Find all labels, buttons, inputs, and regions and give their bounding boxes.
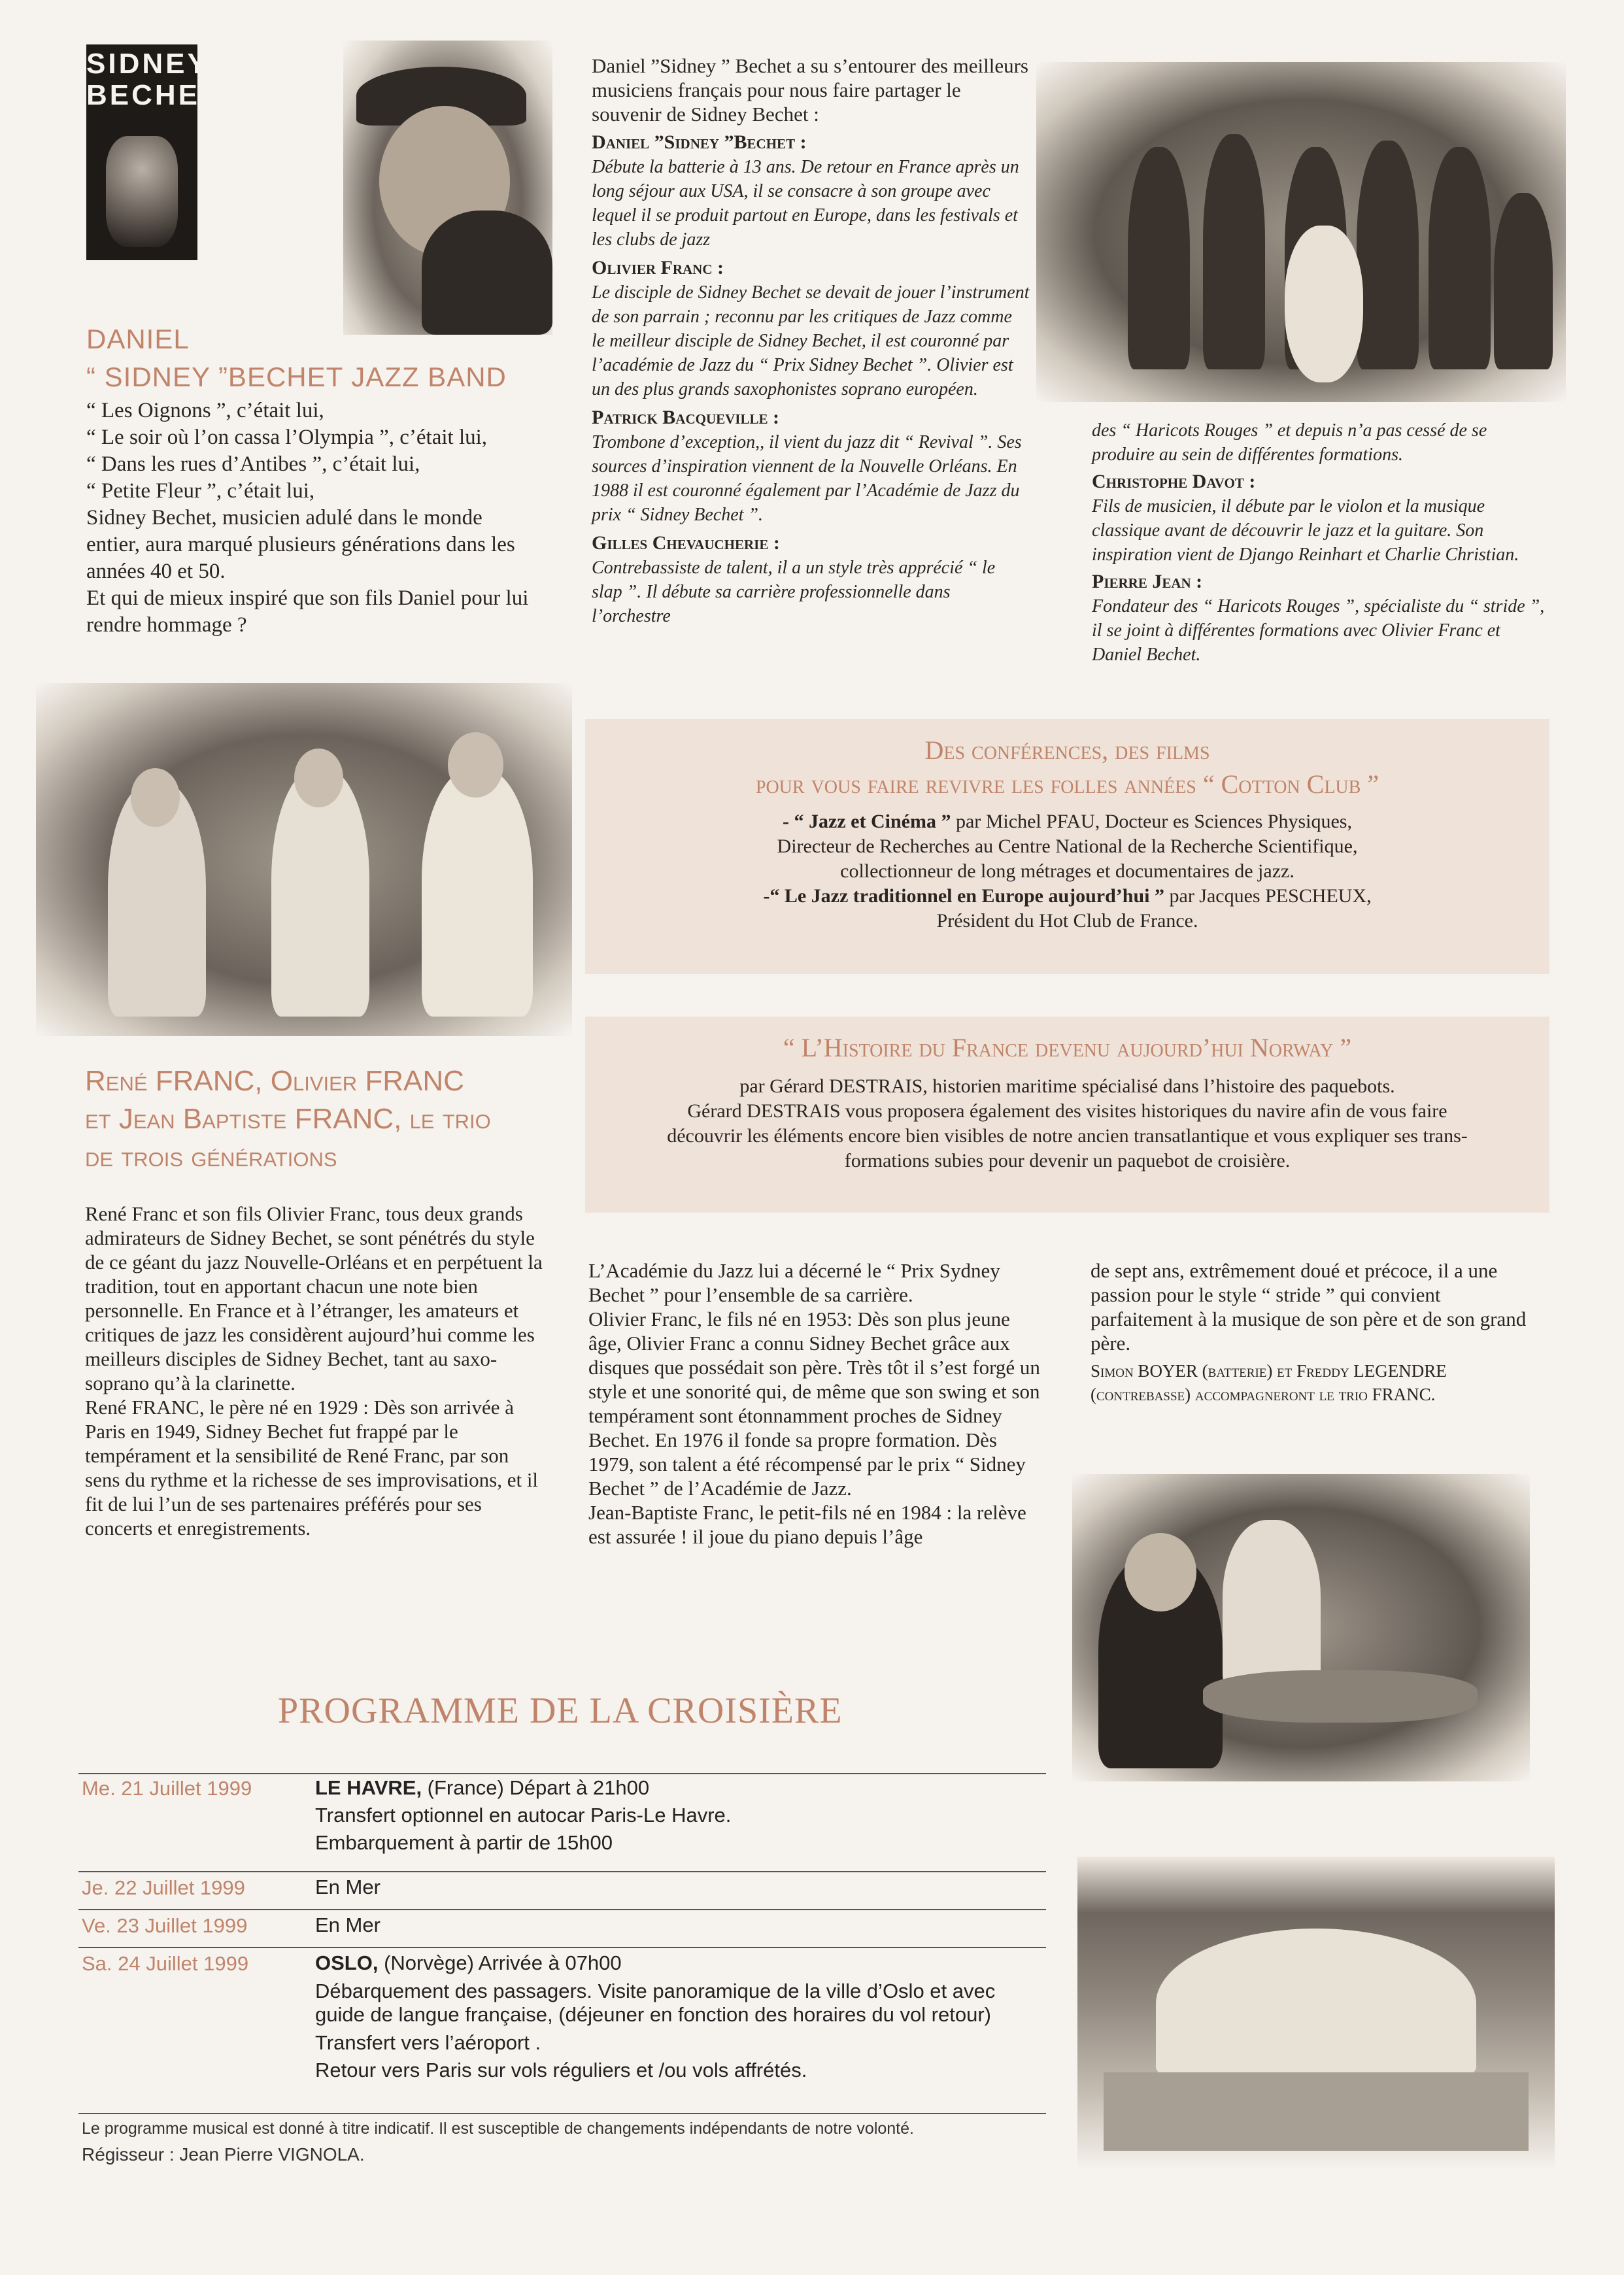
musician-name: Patrick Bacqueville : bbox=[592, 407, 779, 428]
musician-desc: Débute la batterie à 13 ans. De retour en France après un long séjour aux USA, il se consacre à son groupe avec lequel il se produit partout en Europe, dans les festivals et les clubs de jazz bbox=[592, 157, 1019, 250]
musician-desc-continued: des “ Haricots Rouges ” et depuis n’a pas cessé de se produire au sein de différentes formations. bbox=[1092, 420, 1487, 465]
daniel-heading bbox=[86, 320, 557, 396]
musician-desc: Contrebassiste de talent, il a un style très apprécié “ le slap ”. Il débute sa carrière professionnelle dans l’orchestre bbox=[592, 558, 996, 626]
musicians-right-column bbox=[1092, 418, 1549, 667]
daniel-heading-line1: DANIEL bbox=[86, 324, 190, 354]
conference-line: Président du Hot Club de France. bbox=[936, 910, 1198, 932]
musicians-intro: Daniel ”Sidney ” Bechet a su s’entourer des meilleurs musiciens français pour nous faire partager le souvenir de Sidney Bechet : bbox=[592, 54, 1028, 126]
programme-date: Sa. 24 Juillet 1999 bbox=[82, 1952, 249, 1975]
daniel-line: Et qui de mieux inspiré que son fils Daniel pour lui rendre hommage ? bbox=[86, 586, 529, 637]
daniel-line: “ Les Oignons ”, c’était lui, bbox=[86, 399, 324, 422]
ship-deck-photo bbox=[1077, 1857, 1555, 2170]
programme-place: OSLO, bbox=[315, 1951, 379, 1974]
conference-title-bold: - “ Jazz et Cinéma ” bbox=[783, 811, 951, 832]
musician-name: Daniel ”Sidney ”Bechet : bbox=[592, 131, 807, 153]
histoire-title: “ L’Histoire du France devenu aujourd’hui Norway ” bbox=[783, 1033, 1352, 1062]
programme-detail bbox=[315, 1774, 731, 1857]
franc-col2 bbox=[588, 1258, 1046, 1549]
conferences-box bbox=[585, 719, 1549, 974]
franc-col3 bbox=[1091, 1258, 1542, 1406]
programme-date: Me. 21 Juillet 1999 bbox=[82, 1777, 252, 1800]
casino-photo bbox=[1072, 1474, 1530, 1781]
daniel-line: “ Le soir où l’on cassa l’Olympia ”, c’était lui, bbox=[86, 426, 488, 449]
franc-paragraph: L’Académie du Jazz lui a décerné le “ Prix Sydney Bechet ” pour l’ensemble de sa carrière. bbox=[588, 1259, 1000, 1306]
daniel-heading-line2: “ SIDNEY ”BECHET JAZZ BAND bbox=[86, 362, 507, 392]
programme-line: Embarquement à partir de 15h00 bbox=[315, 1831, 613, 1854]
programme-place: LE HAVRE, bbox=[315, 1776, 422, 1799]
conferences-title-line1: Des conférences, des films bbox=[924, 735, 1210, 765]
conference-line: collectionneur de long métrages et documentaires de jazz. bbox=[840, 860, 1294, 882]
programme-divider bbox=[78, 1871, 1046, 1872]
daniel-line: Sidney Bechet, musicien adulé dans le monde entier, aura marqué plusieurs générations dans les années 40 et 50. bbox=[86, 506, 515, 583]
franc-trio-photo bbox=[36, 683, 572, 1036]
daniel-bechet-photo bbox=[343, 41, 552, 335]
franc-paragraph: René Franc et son fils Olivier Franc, tous deux grands admirateurs de Sidney Bechet, se sont pénétrés du style de ce géant du jazz Nouvelle-Orléans et en perpétuent la tradition, tout en apportant chacun une note bien personnelle. En France et à l’étranger, les amateurs et critiques de jazz les considèrent aujourd’hui comme les meilleurs disciples de Sidney Bechet, tant au saxo-soprano qu’à la clarinette. bbox=[85, 1202, 543, 1394]
programme-rest: (France) Départ à 21h00 bbox=[422, 1776, 650, 1799]
programme-date: Ve. 23 Juillet 1999 bbox=[82, 1914, 248, 1937]
franc-paragraph: René FRANC, le père né en 1929 : Dès son arrivée à Paris en 1949, Sidney Bechet fut frappé par le tempérament et la sensibilité de René Franc, par son sens du rythme et la richesse de ses improvisations, et il fit de lui l’un de ses partenaires préférés pour ses concerts et enregistrements. bbox=[85, 1396, 539, 1540]
programme-regisseur: Régisseur : Jean Pierre VIGNOLA. bbox=[82, 2144, 365, 2165]
histoire-line: découvrir les éléments encore bien visibles de notre ancien transatlantique et vous expliquer ses trans- bbox=[667, 1125, 1468, 1147]
conference-title-bold: -“ Le Jazz traditionnel en Europe aujourd’hui ” bbox=[763, 885, 1164, 907]
histoire-line: par Gérard DESTRAIS, historien maritime spécialisé dans l’histoire des paquebots. bbox=[739, 1075, 1395, 1097]
histoire-line: formations subies pour devenir un paquebot de croisière. bbox=[844, 1150, 1291, 1171]
musician-name: Pierre Jean : bbox=[1092, 571, 1203, 592]
programme-rest: (Norvège) Arrivée à 07h00 bbox=[378, 1951, 622, 1974]
programme-note: Le programme musical est donné à titre indicatif. Il est susceptible de changements indépendants de notre volonté. bbox=[82, 2119, 914, 2138]
musician-name: Olivier Franc : bbox=[592, 257, 724, 278]
musician-desc: Fondateur des “ Haricots Rouges ”, spécialiste du “ stride ”, il se joint à différentes formations avec Olivier Franc et Daniel Bechet. bbox=[1092, 596, 1545, 665]
programme-line: Retour vers Paris sur vols réguliers et /ou vols affrétés. bbox=[315, 2059, 807, 2081]
conferences-title-line2: pour vous faire revivre les folles années “ Cotton Club ” bbox=[755, 769, 1379, 799]
programme-detail bbox=[315, 1874, 381, 1901]
franc-heading-line3: de trois générations bbox=[85, 1141, 337, 1173]
programme-line: Débarquement des passagers. Visite panoramique de la ville d’Oslo et avec guide de langue française, (déjeuner en fonction des horaires du vol retour) bbox=[315, 1980, 996, 2026]
franc-heading-line2: et Jean Baptiste FRANC, le trio bbox=[85, 1103, 491, 1135]
programme-line: Transfert vers l’aéroport . bbox=[315, 2031, 541, 2054]
daniel-line: “ Petite Fleur ”, c’était lui, bbox=[86, 479, 315, 503]
franc-accompaniment: Simon BOYER (batterie) et Freddy LEGENDRE (contrebasse) accompagneront le trio FRANC. bbox=[1091, 1361, 1447, 1404]
musician-name: Gilles Chevaucherie : bbox=[592, 532, 780, 554]
logo-line1: SIDNEY bbox=[86, 48, 209, 80]
programme-date: Je. 22 Juillet 1999 bbox=[82, 1876, 245, 1899]
programme-rest: En Mer bbox=[315, 1876, 381, 1898]
musician-desc: Trombone d’exception,, il vient du jazz dit “ Revival ”. Ses sources d’inspiration viennent de la Nouvelle Orléans. En 1988 il est couronné également par l’Académie de Jazz du prix “ Sidney Bechet ”. bbox=[592, 432, 1022, 525]
musicians-column bbox=[592, 54, 1030, 628]
franc-paragraph: Olivier Franc, le fils né en 1953: Dès son plus jeune âge, Olivier Franc a connu Sidney Bechet grâce aux disques que possédait son père. Très tôt il s’est forgé un style et une sonorité qui, de même que son swing et son tempérament sont étonnamment proches de Sidney Bechet. En 1976 il fonde sa propre formation. Dès 1979, son talent a été récompensé par le prix “ Sidney Bechet ” de l’Académie de Jazz. bbox=[588, 1307, 1040, 1500]
daniel-text bbox=[86, 397, 537, 639]
musician-desc: Fils de musicien, il débute par le violon et la musique classique avant de découvrir le jazz et la guitare. Son inspiration vient de Django Reinhart et Charlie Christian. bbox=[1092, 496, 1519, 565]
conference-speaker: par Michel PFAU, Docteur es Sciences Physiques, bbox=[951, 811, 1352, 832]
franc-heading bbox=[85, 1062, 582, 1176]
programme-title: PROGRAMME DE LA CROISIÈRE bbox=[278, 1691, 843, 1731]
programme-divider bbox=[78, 1947, 1046, 1948]
musician-desc: Le disciple de Sidney Bechet se devait de jouer l’instrument de son parrain ; reconnu par les critiques de Jazz comme le meilleur disciple de Sidney Bechet, il est couronné par l’académie de Jazz du “ Prix Sidney Bechet ”. Olivier est un des plus grands saxophonistes soprano européen. bbox=[592, 282, 1030, 399]
conference-line: Directeur de Recherches au Centre National de la Recherche Scientifique, bbox=[777, 835, 1358, 857]
programme-line: Transfert optionnel en autocar Paris-Le Havre. bbox=[315, 1804, 732, 1827]
franc-heading-line1: René FRANC, Olivier FRANC bbox=[85, 1065, 464, 1097]
programme-detail bbox=[315, 1949, 1034, 2084]
franc-paragraph: de sept ans, extrêmement doué et précoce, il a une passion pour le style “ stride ” qui convient parfaitement à la musique de son père et de son grand père. bbox=[1091, 1259, 1527, 1355]
programme-divider bbox=[78, 1909, 1046, 1910]
logo-portrait bbox=[106, 136, 178, 247]
programme-rest: En Mer bbox=[315, 1913, 381, 1936]
logo-line2: BECHET bbox=[86, 79, 220, 111]
programme-divider bbox=[78, 2113, 1046, 2114]
sidney-bechet-logo bbox=[86, 44, 220, 260]
musician-name: Christophe Davot : bbox=[1092, 471, 1256, 492]
histoire-line: Gérard DESTRAIS vous proposera également des visites historiques du navire afin de vous faire bbox=[687, 1100, 1447, 1122]
conference-speaker: par Jacques PESCHEUX, bbox=[1164, 885, 1372, 907]
histoire-box bbox=[585, 1017, 1549, 1213]
daniel-line: “ Dans les rues d’Antibes ”, c’était lui, bbox=[86, 452, 420, 476]
conference-line bbox=[585, 884, 1549, 909]
franc-col1 bbox=[85, 1202, 543, 1540]
band-photo bbox=[1036, 62, 1566, 402]
conference-line bbox=[585, 809, 1549, 834]
programme-detail bbox=[315, 1912, 381, 1939]
franc-paragraph: Jean-Baptiste Franc, le petit-fils né en 1984 : la relève est assurée ! il joue du piano depuis l’âge bbox=[588, 1501, 1026, 1548]
